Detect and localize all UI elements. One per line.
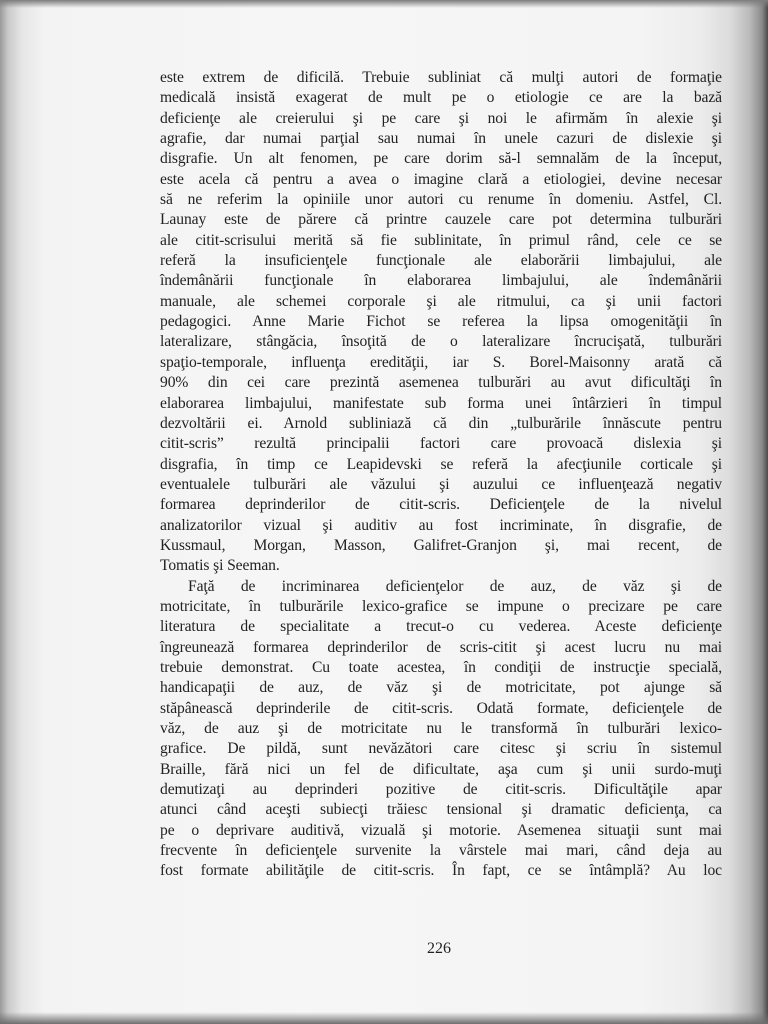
text-line: agrafie, dar numai parţial sau numai în unele cazuri de dislexie şi: [160, 130, 722, 148]
text-line: literatura de specialitate a trecut-o cu vederea. Aceste deficienţe: [160, 618, 722, 636]
text-line: fost formate abilităţile de citit-scris. În fapt, ce se întâmplă? Au loc: [160, 862, 722, 880]
text-line: atunci când aceşti subiecţi trăiesc tensional şi dramatic deficienţa, ca: [160, 801, 722, 819]
text-line: să ne referim la opiniile unor autori cu renume în domeniu. Astfel, Cl.: [160, 191, 722, 209]
body-text: [160, 68, 722, 882]
text-line: văz, de auz şi de motricitate nu le transformă în tulburări lexico-: [160, 720, 722, 737]
text-line: pe o deprivare auditivă, vizuală şi motorie. Asemenea situaţii sunt mai: [160, 821, 722, 839]
text-line: lateralizare, stângăcia, însoţită de o lateralizare încrucişată, tulburări: [160, 333, 722, 351]
text-line: referă la insuficienţele funcţionale ale elaborării limbajului, ale: [160, 252, 722, 270]
text-line: formarea deprinderilor de citit-scris. Deficienţele de la nivelul: [160, 496, 722, 514]
text-line: handicapaţii de auz, de văz şi de motricitate, pot ajunge să: [160, 679, 722, 697]
text-line: îndemânării funcţionale în elaborarea limbajului, ale îndemânării: [160, 272, 722, 290]
text-line: disgrafia, în timp ce Leapidevski se referă la afecţiunile corticale şi: [160, 455, 722, 473]
text-line: pedagogici. Anne Marie Fichot se referea la lipsa omogenităţii în: [160, 313, 722, 331]
text-line: frecvente în deficienţele survenite la vârstele mai mari, când deja au: [160, 842, 722, 860]
text-line: manuale, ale schemei corporale şi ale ritmului, ca şi unii factori: [160, 292, 722, 310]
text-line: este acela că pentru a avea o imagine clară a etiologiei, devine necesar: [160, 170, 722, 188]
paragraph-first-line: Faţă de incriminarea deficienţelor de auz, de văz şi de: [188, 577, 722, 595]
text-line: Braille, fără nici un fel de dificultate, aşa cum şi unii surdo-muţi: [160, 760, 722, 778]
page-top-shadow: [0, 0, 768, 8]
text-line: Launay este de părere că printre cauzele care pot determina tulburări: [160, 211, 722, 229]
text-line: stăpânească deprinderile de citit-scris. Odată formate, deficienţele de: [160, 699, 722, 717]
text-line: elaborarea limbajului, manifestate sub forma unei întârzieri în timpul: [160, 394, 722, 412]
text-line: demutizaţi au deprinderi pozitive de citit-scris. Dificultăţile apar: [160, 781, 722, 799]
text-line: 90% din cei care prezintă asemenea tulburări au avut dificultăţi în: [160, 374, 722, 392]
page-number: 226: [427, 940, 451, 957]
text-line: deficienţe ale creierului şi pe care şi noi le afirmăm în alexie şi: [160, 109, 722, 127]
text-line: trebuie demonstrat. Cu toate acestea, în condiţii de instrucţie specială,: [160, 658, 722, 676]
text-line: este extrem de dificilă. Trebuie subliniat că mulţi autori de formaţie: [160, 69, 722, 86]
text-line: analizatorilor vizual şi auditiv au fost incriminate, în disgrafie, de: [160, 516, 722, 534]
text-line: citit-scris” rezultă principalii factori care provoacă dislexia şi: [160, 435, 722, 453]
text-line: ale citit-scrisului merită să fie sublinitate, în primul rând, cele ce se: [160, 231, 722, 249]
text-line: medicală insistă exagerat de mult pe o etiologie ce are la bază: [160, 89, 722, 107]
text-line: disgrafie. Un alt fenomen, pe care dorim să-l semnalăm de la început,: [160, 150, 722, 168]
text-line: îngreunează formarea deprinderilor de scris-citit şi acest lucru nu mai: [160, 638, 722, 656]
text-line: grafice. De pildă, sunt nevăzători care citesc şi scriu în sistemul: [160, 740, 722, 758]
page-bottom-shadow: [0, 1012, 768, 1024]
text-line: eventualele tulburări ale văzului şi auzului ce influenţează negativ: [160, 475, 722, 493]
text-line: spaţio-temporale, influenţa eredităţii, iar S. Borel-Maisonny arată că: [160, 353, 722, 371]
text-line: dezvoltării ei. Arnold subliniază că din „tulburările înnăscute pentru: [160, 414, 722, 432]
paragraph-end-line: Tomatis şi Seeman.: [160, 557, 280, 575]
text-line: Kussmaul, Morgan, Masson, Galifret-Granjon şi, mai recent, de: [160, 536, 722, 554]
text-line: motricitate, în tulburările lexico-grafice se impune o precizare pe care: [160, 597, 722, 615]
